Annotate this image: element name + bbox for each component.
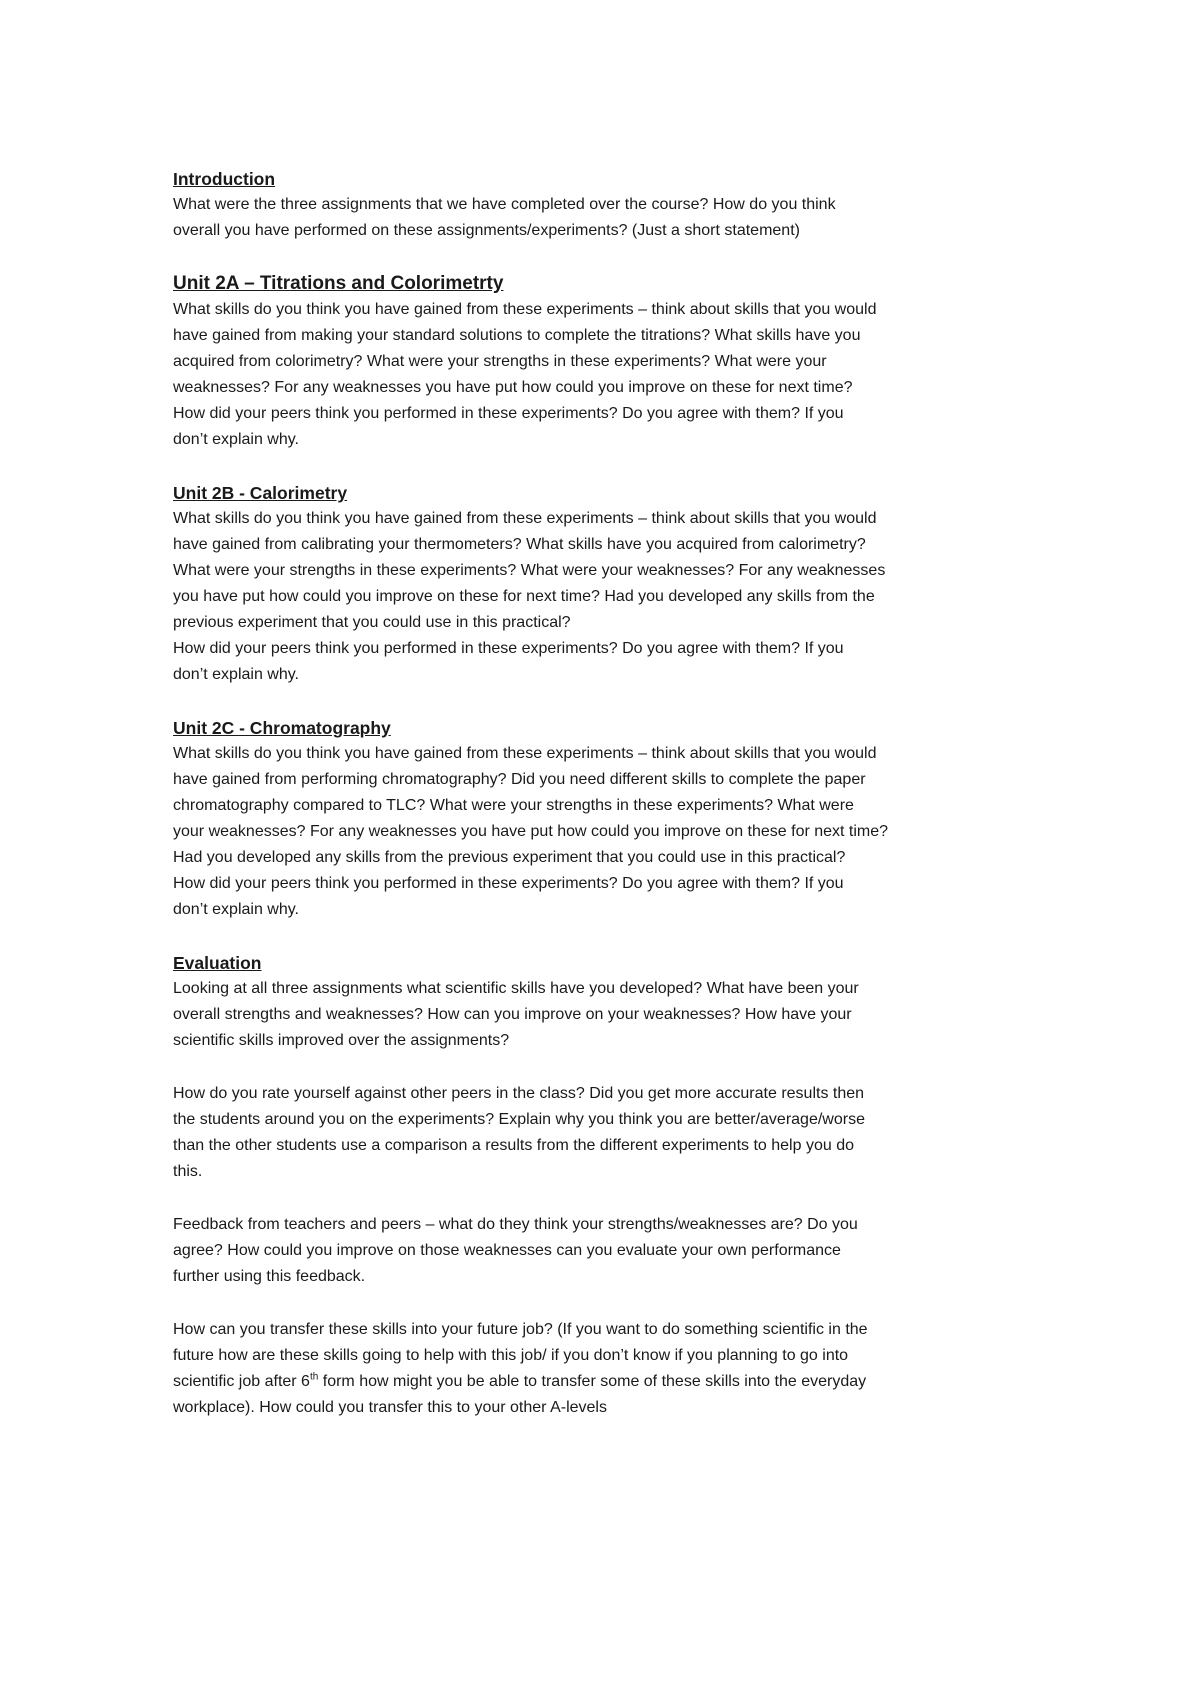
section-heading: Evaluation	[173, 953, 262, 973]
section-paragraph: What skills do you think you have gained from these experiments – think about skills that you would have gained from calibrating your thermometers? What skills have you acquired from calorimetry? What were your strengths in these experiments? What were your weaknesses? For any weaknesses you have put how could you improve on these for next time? Had you developed any skills from the previous experiment that you could use in this practical? How did your peers think you performed in these experiments? Do you agree with them? If you don’t explain why.	[173, 510, 886, 683]
evaluation-paragraph-transfer	[173, 1317, 1053, 1421]
evaluation-paragraph-peers: How do you rate yourself against other peers in the class? Did you get more accurate results then the students around you on the experiments? Explain why you think you are better/average/worse than the other students use a comparison a results from the different experiments to help you do this.	[173, 1085, 865, 1180]
section-heading: Introduction	[173, 169, 276, 189]
section-paragraph: What skills do you think you have gained from these experiments – think about skills that you would have gained from performing chromatography? Did you need different skills to complete the paper chromatography compared to TLC? What were your strengths in these experiments? What were your weaknesses? For any weaknesses you have put how could you improve on these for next time? Had you developed any skills from the previous experiment that you could use in this practical? How did your peers think you performed in these experiments? Do you agree with them? If you don’t explain why.	[173, 745, 889, 918]
section-paragraph: What skills do you think you have gained from these experiments – think about skills that you would have gained from making your standard solutions to complete the titrations? What skills have you acquired from colorimetry? What were your strengths in these experiments? What were your weaknesses? For any weaknesses you have put how could you improve on these for next time? How did your peers think you performed in these experiments? Do you agree with them? If you don’t explain why.	[173, 301, 877, 448]
transfer-text-part2: form how might you be able to transfer some of these skills into the everyday workplace). How could you transfer this to your other A-levels	[173, 1373, 867, 1416]
section-unit-2c	[173, 715, 1053, 923]
document-page	[173, 166, 1053, 1448]
section-evaluation	[173, 950, 1053, 1421]
section-heading: Unit 2B - Calorimetry	[173, 483, 348, 503]
section-unit-2a	[173, 271, 1053, 453]
evaluation-paragraph-skills: Looking at all three assignments what scientific skills have you developed? What have been your overall strengths and weaknesses? How can you improve on your weaknesses? How have your scientific skills improved over the assignments?	[173, 980, 859, 1049]
section-paragraph: What were the three assignments that we have completed over the course? How do you think overall you have performed on these assignments/experiments? (Just a short statement)	[173, 196, 836, 239]
section-heading: Unit 2C - Chromatography	[173, 718, 391, 738]
section-introduction	[173, 166, 1053, 244]
evaluation-paragraph-feedback: Feedback from teachers and peers – what do they think your strengths/weaknesses are? Do you agree? How could you improve on those weaknesses can you evaluate your own performance further using this feedback.	[173, 1216, 858, 1285]
section-heading: Unit 2A – Titrations and Colorimetrty	[173, 273, 504, 294]
section-unit-2b	[173, 480, 1053, 688]
ordinal-suffix: th	[309, 1371, 319, 1383]
transfer-text-part1: How can you transfer these skills into your future job? (If you want to do something scientific in the future how are these skills going to help with this job/ if you don’t know if you planning to go into scientific job after 6	[173, 1321, 868, 1390]
